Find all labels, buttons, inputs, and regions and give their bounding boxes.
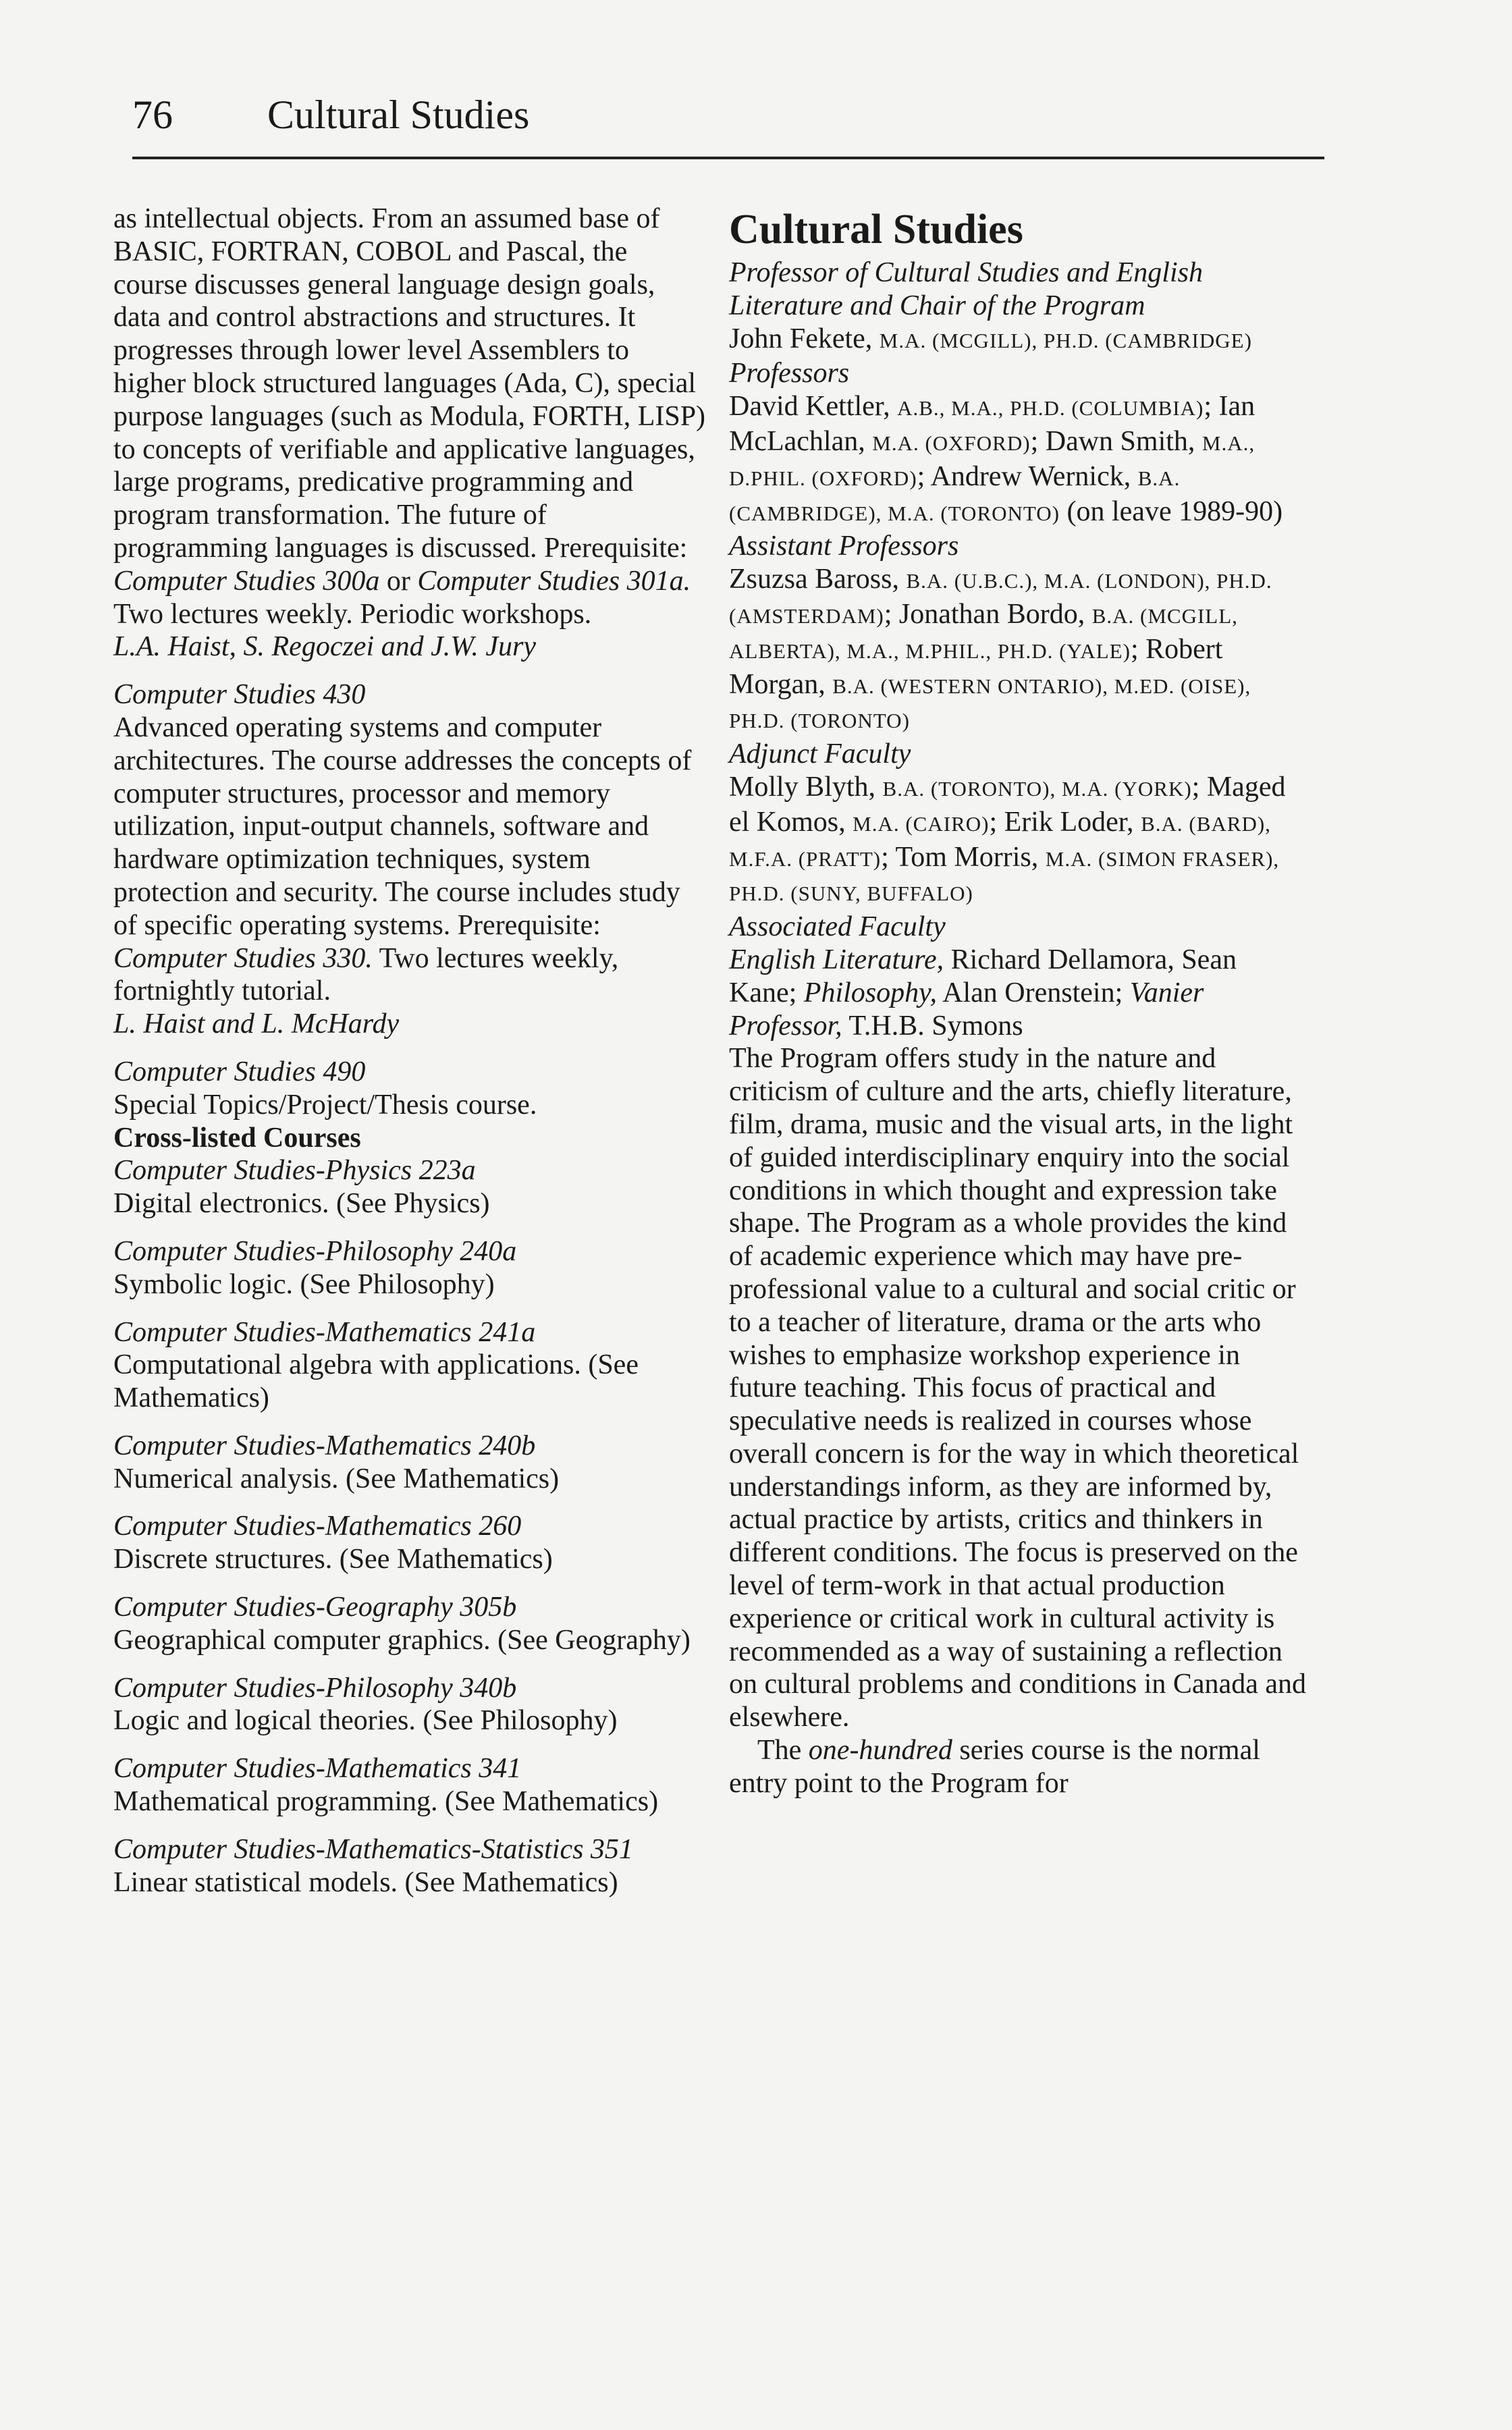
course-title: Computer Studies-Physics 223a <box>113 1155 476 1187</box>
course-text: or <box>379 565 418 597</box>
prerequisite-link: Computer Studies 330. <box>113 942 373 974</box>
course-instructors: L. Haist and L. McHardy <box>113 1008 400 1040</box>
course-description: Logic and logical theories. (See Philosophy) <box>113 1705 618 1737</box>
program-description: The Program offers study in the nature and criticism of culture and the arts, chiefly literature, film, drama, music and the visual arts, in the light of guided interdisciplinary enquiry into the social conditions in which thought and expression take shape. The Program as a whole provides the kind of academic experience which may have pre-professional value to a cultural and social critic or to a teacher of literature, drama or the arts who wishes to emphasize workshop experience in future teaching. This focus of practical and speculative needs is realized in courses whose overall concern is for the way in which theoretical understandings inform, as they are informed by, actual practice by artists, critics and thinkers in different conditions. The focus is preserved on the level of term-work in that actual production experience or critical work in cultural activity is recommended as a way of sustaining a reflection on cultural problems and conditions in Canada and elsewhere. <box>729 1043 1306 1733</box>
faculty-degrees: B.A. (U.B.C.), M.A. (LONDON), PH.D. (AMSTERDAM) <box>729 569 1272 628</box>
section-title: Cultural Studies <box>729 207 1023 252</box>
header-rule <box>132 157 1324 159</box>
faculty-degrees: B.A. (MCGILL, ALBERTA), M.A., M.PHIL., PH.D. (YALE) <box>729 603 1238 663</box>
cross-listed-item <box>113 1430 707 1496</box>
faculty-name: John Fekete, <box>729 323 880 354</box>
leave-note: (on leave 1989-90) <box>1060 495 1283 527</box>
course-entry <box>113 1056 707 1122</box>
course-description: Linear statistical models. (See Mathematics) <box>113 1866 618 1898</box>
adjunct-faculty-list <box>729 771 1310 911</box>
assistant-professors-heading: Assistant Professors <box>729 531 959 562</box>
professors-heading: Professors <box>729 358 850 389</box>
cross-listed-item <box>113 1510 707 1576</box>
faculty-name: ; Erik Loder, <box>989 806 1141 838</box>
adjunct-faculty-heading: Adjunct Faculty <box>729 738 911 770</box>
faculty-degrees: M.A. (CAIRO) <box>853 811 990 836</box>
faculty-degrees: M.A., D.PHIL. (OXFORD) <box>729 431 1256 490</box>
course-title: Computer Studies 430 <box>113 679 366 711</box>
faculty-degrees: B.A. (CAMBRIDGE), M.A. (TORONTO) <box>729 466 1181 525</box>
course-entry <box>113 678 707 1041</box>
faculty-name: ; Maged el Komos, <box>729 771 1286 838</box>
faculty-field: English Literature, <box>729 944 944 975</box>
left-column <box>113 202 707 1899</box>
faculty-field: Philosophy, <box>803 977 937 1008</box>
course-title: Computer Studies-Mathematics 260 <box>113 1511 522 1542</box>
faculty-degrees: A.B., M.A., PH.D. (COLUMBIA) <box>897 396 1204 421</box>
course-title: Computer Studies-Mathematics 241a <box>113 1316 536 1348</box>
course-description: Numerical analysis. (See Mathematics) <box>113 1463 560 1494</box>
course-description: Symbolic logic. (See Philosophy) <box>113 1268 495 1300</box>
faculty-name: Alan Orenstein; <box>936 977 1130 1008</box>
chair-entry <box>729 323 1310 358</box>
faculty-name: Richard Dellamora, Sean Kane; <box>729 944 1237 1008</box>
course-text: Two lectures weekly. Periodic workshops. <box>113 598 592 630</box>
cross-listed-item <box>113 1235 707 1301</box>
faculty-name: ; Robert Morgan, <box>729 633 1223 700</box>
faculty-field: Vanier Professor, <box>729 977 1204 1042</box>
program-entry-paragraph <box>729 1734 1310 1800</box>
course-text: Two lectures weekly, fortnightly tutorial. <box>113 942 619 1007</box>
course-instructors: L.A. Haist, S. Regoczei and J.W. Jury <box>113 631 537 663</box>
course-title: Computer Studies-Mathematics-Statistics 351 <box>113 1833 633 1865</box>
right-column <box>729 202 1310 1800</box>
body-text: series course is the normal entry point to the Program for <box>729 1735 1260 1799</box>
course-text: Advanced operating systems and computer architectures. The course addresses the concepts of computer structures, processor and memory utilization, input-output channels, software and hardware optimization techniques, system protection and security. The course includes study of specific operating systems. Prerequisite: <box>113 711 692 941</box>
associated-faculty-list <box>729 944 1310 1042</box>
faculty-degrees: M.A. (MCGILL), PH.D. (CAMBRIDGE) <box>879 328 1252 352</box>
running-title: Cultural Studies <box>267 92 530 137</box>
course-title: Computer Studies 490 <box>113 1056 366 1087</box>
page-number: 76 <box>132 92 173 137</box>
course-description: Geographical computer graphics. (See Geography) <box>113 1624 691 1656</box>
faculty-name: ; Tom Morris, <box>881 841 1046 873</box>
faculty-name: Zsuzsa Baross, <box>729 564 907 595</box>
cross-listed-item <box>113 1591 707 1657</box>
running-header <box>132 88 529 142</box>
cross-listed-item <box>113 1316 707 1415</box>
cross-listed-list <box>113 1154 707 1899</box>
faculty-name: ; Jonathan Bordo, <box>884 598 1092 630</box>
course-description: Digital electronics. (See Physics) <box>113 1188 490 1220</box>
faculty-degrees: M.A. (OXFORD) <box>872 431 1031 455</box>
faculty-name: ; Andrew Wernick, <box>917 460 1138 492</box>
faculty-degrees: B.A. (WESTERN ONTARIO), M.ED. (OISE), PH.D. (TORONTO) <box>729 674 1251 733</box>
course-text: as intellectual objects. From an assumed base of BASIC, FORTRAN, COBOL and Pascal, the course discusses general language design goals, data and control abstractions and structures. It progresses through lower level Assemblers to higher block structured languages (Ada, C), special purpose languages (such as Modula, FORTH, LISP) to concepts of verifiable and applicative languages, large programs, predicative programming and program transformation. The future of programming languages is discussed. Prerequisite: <box>113 203 706 564</box>
professors-list <box>729 390 1310 530</box>
course-description: Discrete structures. (See Mathematics) <box>113 1544 553 1575</box>
course-description: Mathematical programming. (See Mathematics) <box>113 1786 659 1818</box>
cross-listed-heading: Cross-listed Courses <box>113 1122 361 1154</box>
course-title: Computer Studies-Mathematics 341 <box>113 1753 522 1785</box>
cross-listed-item <box>113 1833 707 1899</box>
prerequisite-link: Computer Studies 300a <box>113 565 380 597</box>
faculty-degrees: M.A. (SIMON FRASER), PH.D. (SUNY, BUFFALO) <box>729 846 1280 906</box>
continued-course-description <box>113 202 707 630</box>
course-title: Computer Studies-Geography 305b <box>113 1592 517 1623</box>
chair-role: Professor of Cultural Studies and English Literature and Chair of the Program <box>729 257 1203 321</box>
course-description: Special Topics/Project/Thesis course. <box>113 1089 537 1120</box>
faculty-name: David Kettler, <box>729 391 898 423</box>
emphasis-text: one-hundred <box>808 1735 952 1766</box>
cross-listed-item <box>113 1672 707 1738</box>
course-title: Computer Studies-Mathematics 240b <box>113 1430 536 1461</box>
faculty-name: ; Ian McLachlan, <box>729 391 1256 457</box>
faculty-name: T.H.B. Symons <box>842 1010 1023 1042</box>
course-title: Computer Studies-Philosophy 240a <box>113 1235 517 1267</box>
faculty-degrees: B.A. (BARD), M.F.A. (PRATT) <box>729 811 1271 871</box>
faculty-name: ; Dawn Smith, <box>1030 425 1202 457</box>
faculty-name: Molly Blyth, <box>729 771 883 803</box>
course-description: Computational algebra with applications. (See Mathematics) <box>113 1349 639 1414</box>
course-description <box>113 711 707 1008</box>
prerequisite-link: Computer Studies 301a. <box>417 565 691 597</box>
cross-listed-item <box>113 1752 707 1818</box>
body-text: The <box>757 1735 809 1766</box>
faculty-degrees: B.A. (TORONTO), M.A. (YORK) <box>882 776 1192 801</box>
assistant-professors-list <box>729 563 1310 738</box>
course-title: Computer Studies-Philosophy 340b <box>113 1672 517 1704</box>
associated-faculty-heading: Associated Faculty <box>729 911 946 943</box>
cross-listed-item <box>113 1154 707 1220</box>
